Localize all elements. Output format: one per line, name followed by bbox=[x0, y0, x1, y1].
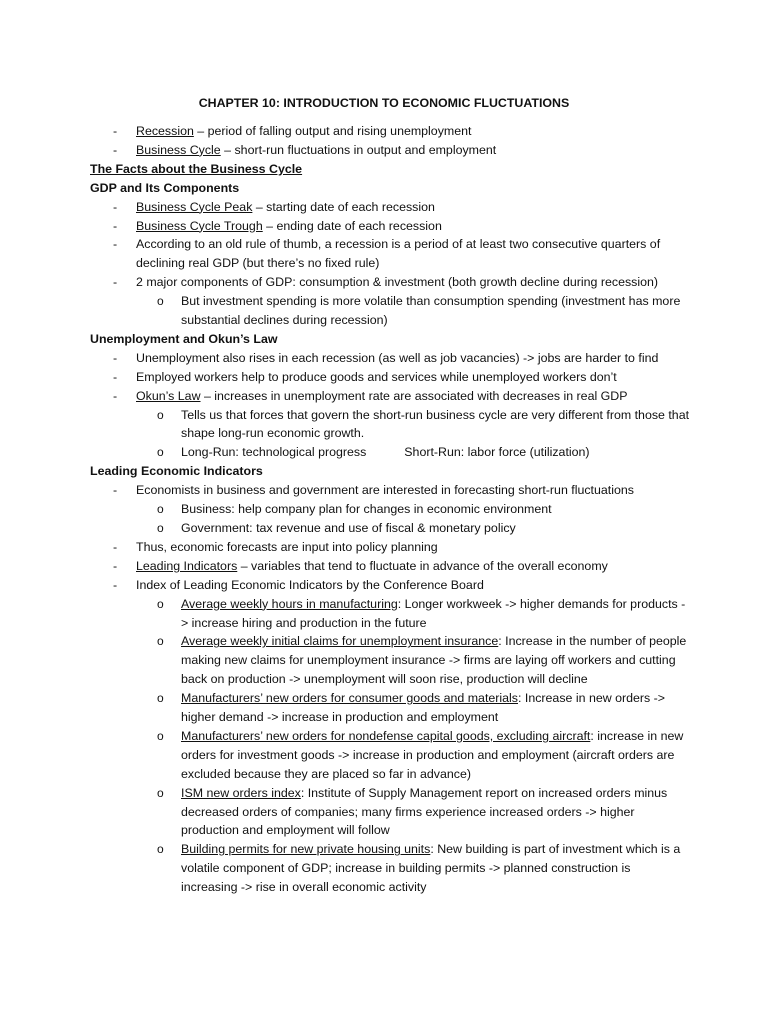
list-item bbox=[90, 368, 690, 387]
item-text: But investment spending is more volatile than consumption spending (investment has more substantial declines during recession) bbox=[181, 294, 681, 328]
bullet-dash: - bbox=[113, 142, 118, 157]
bullet-dash: - bbox=[113, 124, 118, 138]
indicator-text: : increase in new orders for investment goods -> increase in production and employment (aircraft orders are excluded because they are placed so far in advance) bbox=[181, 728, 684, 781]
indicator-text: : Institute of Supply Management report on increased orders minus decreased orders of companies; many firms experience increased orders -> higher production and employment will follow bbox=[181, 785, 668, 838]
indicator-term: Manufacturers’ new orders for consumer goods and materials bbox=[181, 691, 518, 706]
bullet-dash: - bbox=[113, 577, 118, 592]
bullet-circle: o bbox=[157, 691, 164, 706]
bullet-dash: - bbox=[113, 237, 118, 252]
item-text: Unemployment also rises in each recession (as well as job vacancies) -> jobs are harder to find bbox=[136, 350, 659, 365]
item-text: Government: tax revenue and use of fiscal & monetary policy bbox=[181, 520, 516, 535]
term: Business Cycle Peak bbox=[136, 199, 253, 214]
indicator-term: Average weekly initial claims for unemployment insurance bbox=[181, 634, 499, 649]
bullet-dash: - bbox=[113, 388, 118, 403]
section-heading: The Facts about the Business Cycle bbox=[90, 161, 303, 176]
bullet-circle: o bbox=[157, 294, 164, 309]
sub-list-item bbox=[90, 292, 690, 330]
bullet-dash: - bbox=[113, 350, 118, 365]
indicator-item bbox=[90, 595, 690, 633]
definition: – starting date of each recession bbox=[252, 199, 435, 214]
bullet-circle: o bbox=[157, 785, 164, 800]
bullet-circle: o bbox=[157, 520, 164, 535]
bullet-circle: o bbox=[157, 445, 164, 460]
list-item bbox=[90, 235, 690, 273]
bullet-dash: - bbox=[113, 275, 118, 290]
bullet-circle: o bbox=[157, 596, 164, 611]
definition: – short-run fluctuations in output and employment bbox=[220, 142, 497, 157]
bullet-dash: - bbox=[113, 539, 118, 554]
indicator-text: : New building is part of investment which is a volatile component of GDP; increase in building permits -> planned construction is increasing -> rise in overall economic activity bbox=[181, 842, 681, 895]
item-text: Thus, economic forecasts are input into policy planning bbox=[136, 539, 438, 554]
indicator-item bbox=[90, 840, 690, 897]
indicator-item bbox=[90, 632, 690, 689]
definition: – ending date of each recession bbox=[262, 218, 442, 233]
bullet-dash: - bbox=[113, 558, 118, 573]
sub-list-item bbox=[90, 519, 690, 538]
term: Business Cycle Trough bbox=[136, 218, 263, 233]
section-heading: GDP and Its Components bbox=[90, 180, 240, 195]
list-item bbox=[90, 576, 690, 595]
section-heading: Leading Economic Indicators bbox=[90, 464, 263, 479]
document-body bbox=[90, 122, 690, 897]
term: Recession bbox=[136, 124, 194, 138]
list-item bbox=[90, 349, 690, 368]
term: Leading Indicators bbox=[136, 558, 238, 573]
bullet-dash: - bbox=[113, 218, 118, 233]
sub-list-item bbox=[90, 500, 690, 519]
item-text: Index of Leading Economic Indicators by the Conference Board bbox=[136, 577, 484, 592]
indicator-text: : Longer workweek -> higher demands for products -> increase hiring and production in the future bbox=[181, 596, 686, 630]
list-item bbox=[90, 217, 690, 236]
sub-list-item bbox=[90, 406, 690, 444]
list-item bbox=[90, 538, 690, 557]
indicator-term: Building permits for new private housing units bbox=[181, 842, 431, 857]
indicator-term: Average weekly hours in manufacturing bbox=[181, 596, 398, 611]
indicator-item bbox=[90, 727, 690, 784]
list-item bbox=[90, 141, 690, 160]
short-run-text: Short-Run: labor force (utilization) bbox=[404, 445, 590, 460]
bullet-dash: - bbox=[113, 483, 118, 498]
list-item bbox=[90, 387, 690, 406]
page-title: CHAPTER 10: INTRODUCTION TO ECONOMIC FLUCTUATIONS bbox=[198, 96, 570, 110]
item-text: Tells us that forces that govern the short-run business cycle are very different from those that shape long-run economic growth. bbox=[181, 407, 690, 441]
indicator-text: : Increase in new orders -> higher demand -> increase in production and employment bbox=[181, 691, 666, 725]
list-item bbox=[90, 198, 690, 217]
bullet-circle: o bbox=[157, 634, 164, 649]
item-text: Economists in business and government are interested in forecasting short-run fluctuations bbox=[136, 483, 634, 498]
bullet-dash: - bbox=[113, 369, 118, 384]
list-item bbox=[90, 122, 690, 141]
bullet-circle: o bbox=[157, 842, 164, 857]
indicator-item bbox=[90, 689, 690, 727]
definition: – increases in unemployment rate are associated with decreases in real GDP bbox=[200, 388, 628, 403]
list-item bbox=[90, 273, 690, 292]
long-run-text: Long-Run: technological progress bbox=[181, 445, 367, 460]
bullet-circle: o bbox=[157, 728, 164, 743]
bullet-dash: - bbox=[113, 199, 118, 214]
section-heading: Unemployment and Okun’s Law bbox=[90, 331, 278, 346]
item-text: According to an old rule of thumb, a recession is a period of at least two consecutive quarters of declining real GDP (but there’s no fixed rule) bbox=[136, 237, 661, 271]
sub-list-item bbox=[90, 443, 690, 462]
item-text: 2 major components of GDP: consumption & investment (both growth decline during recession) bbox=[136, 275, 659, 290]
indicator-term: Manufacturers’ new orders for nondefense capital goods, excluding aircraft bbox=[181, 728, 591, 743]
definition: – period of falling output and rising unemployment bbox=[193, 124, 472, 138]
definition: – variables that tend to fluctuate in advance of the overall economy bbox=[237, 558, 608, 573]
list-item bbox=[90, 481, 690, 500]
bullet-circle: o bbox=[157, 502, 164, 517]
item-text: Business: help company plan for changes in economic environment bbox=[181, 502, 552, 517]
term: Business Cycle bbox=[136, 142, 221, 157]
item-text: Employed workers help to produce goods and services while unemployed workers don’t bbox=[136, 369, 617, 384]
indicator-term: ISM new orders index bbox=[181, 785, 301, 800]
list-item bbox=[90, 557, 690, 576]
bullet-circle: o bbox=[157, 407, 164, 422]
indicator-item bbox=[90, 784, 690, 841]
term: Okun’s Law bbox=[136, 388, 201, 403]
indicator-text: : Increase in the number of people making new claims for unemployment insurance -> firms are laying off workers and cutting back on production -> unemployment will soon rise, production will decline bbox=[181, 634, 687, 687]
